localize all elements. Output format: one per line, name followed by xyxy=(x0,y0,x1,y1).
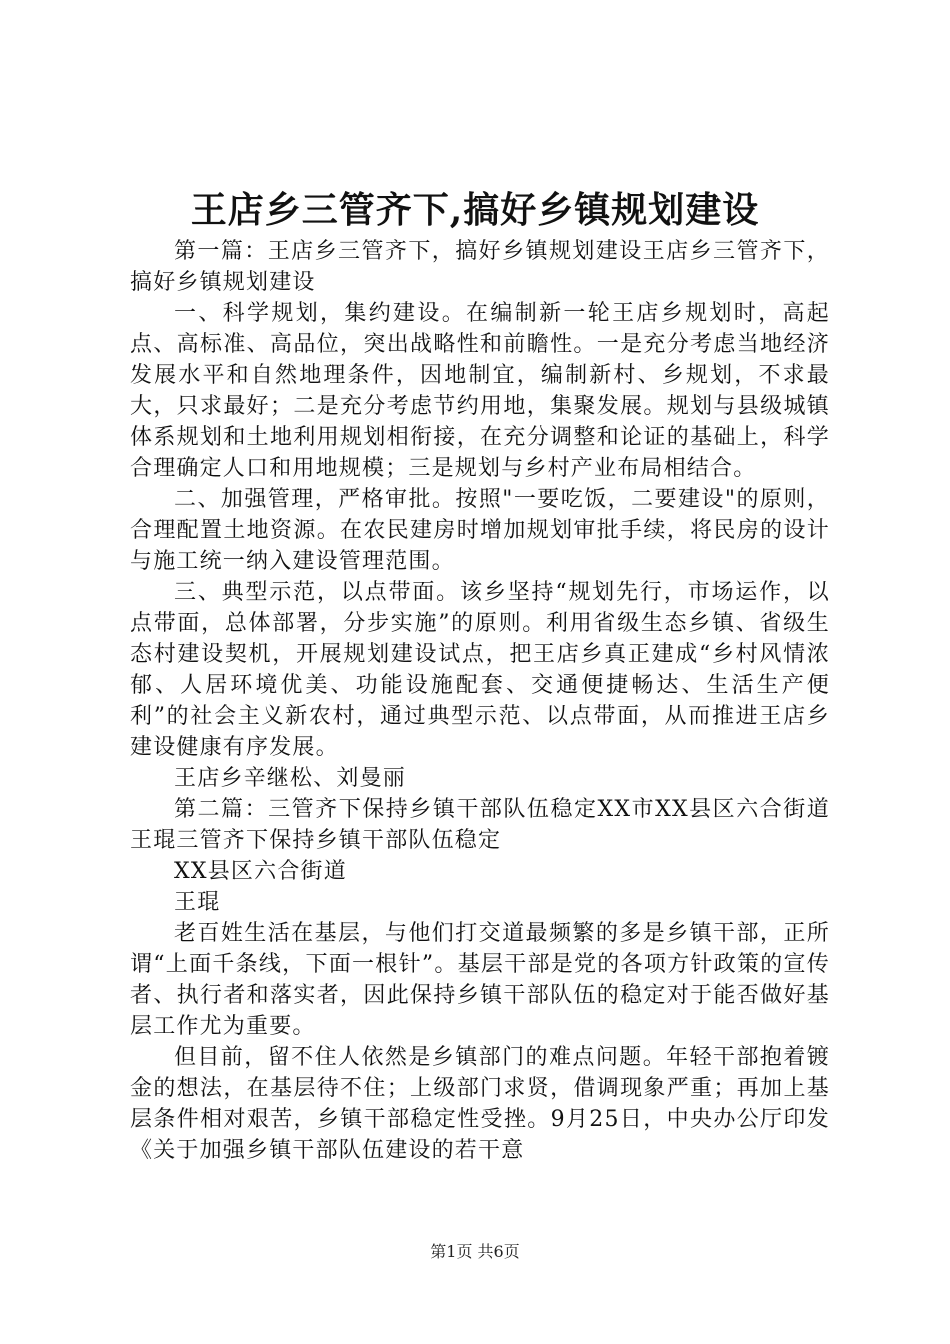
paragraph: 第一篇：王店乡三管齐下，搞好乡镇规划建设王店乡三管齐下，搞好乡镇规划建设 xyxy=(130,239,830,295)
paragraph: 一、科学规划，集约建设。在编制新一轮王店乡规划时，高起点、高标准、高品位，突出战略性和前瞻性。一是充分考虑当地经济发展水平和自然地理条件，因地制宜，编制新村、乡规划，不求最大，只求最好；二是充分考虑节约用地，集聚发展。规划与县级城镇体系规划和土地利用规划相衔接，在充分调整和论证的基础上，科学合理确定人口和用地规模；三是规划与乡村产业布局相结合。 xyxy=(130,301,830,481)
paragraph: 老百姓生活在基层，与他们打交道最频繁的多是乡镇干部，正所谓“上面千条线，下面一根针”。基层干部是党的各项方针政策的宣传者、执行者和落实者，因此保持乡镇干部队伍的稳定对于能否做好基层工作尤为重要。 xyxy=(130,921,830,1039)
author-line: 王店乡辛继松、刘曼丽 xyxy=(174,766,407,791)
unit-line: XX县区六合街道 xyxy=(174,859,347,884)
document-body xyxy=(130,236,830,1166)
author-line: 王琨 xyxy=(174,890,221,915)
page-footer: 第1页 共6页 xyxy=(430,1242,520,1261)
paragraph: 三、典型示范，以点带面。该乡坚持“规划先行，市场运作，以点带面，总体部署，分步实施”的原则。利用省级生态乡镇、省级生态村建设契机，开展规划建设试点，把王店乡真正建成“乡村风情浓郁、人居环境优美、功能设施配套、交通便捷畅达、生活生产便利”的社会主义新农村，通过典型示范、以点带面，从而推进王店乡建设健康有序发展。 xyxy=(130,580,830,760)
paragraph: 二、加强管理，严格审批。按照"一要吃饭，二要建设"的原则，合理配置土地资源。在农民建房时增加规划审批手续，将民房的设计与施工统一纳入建设管理范围。 xyxy=(130,487,830,574)
paragraph: 但目前，留不住人依然是乡镇部门的难点问题。年轻干部抱着镀金的想法，在基层待不住；上级部门求贤，借调现象严重；再加上基层条件相对艰苦，乡镇干部稳定性受挫。9月25日，中央办公厅印发《关于加强乡镇干部队伍建设的若干意 xyxy=(130,1045,830,1163)
document-title: 王店乡三管齐下,搞好乡镇规划建设 xyxy=(190,189,760,231)
paragraph: 第二篇：三管齐下保持乡镇干部队伍稳定XX市XX县区六合街道王琨三管齐下保持乡镇干部队伍稳定 xyxy=(130,797,830,853)
